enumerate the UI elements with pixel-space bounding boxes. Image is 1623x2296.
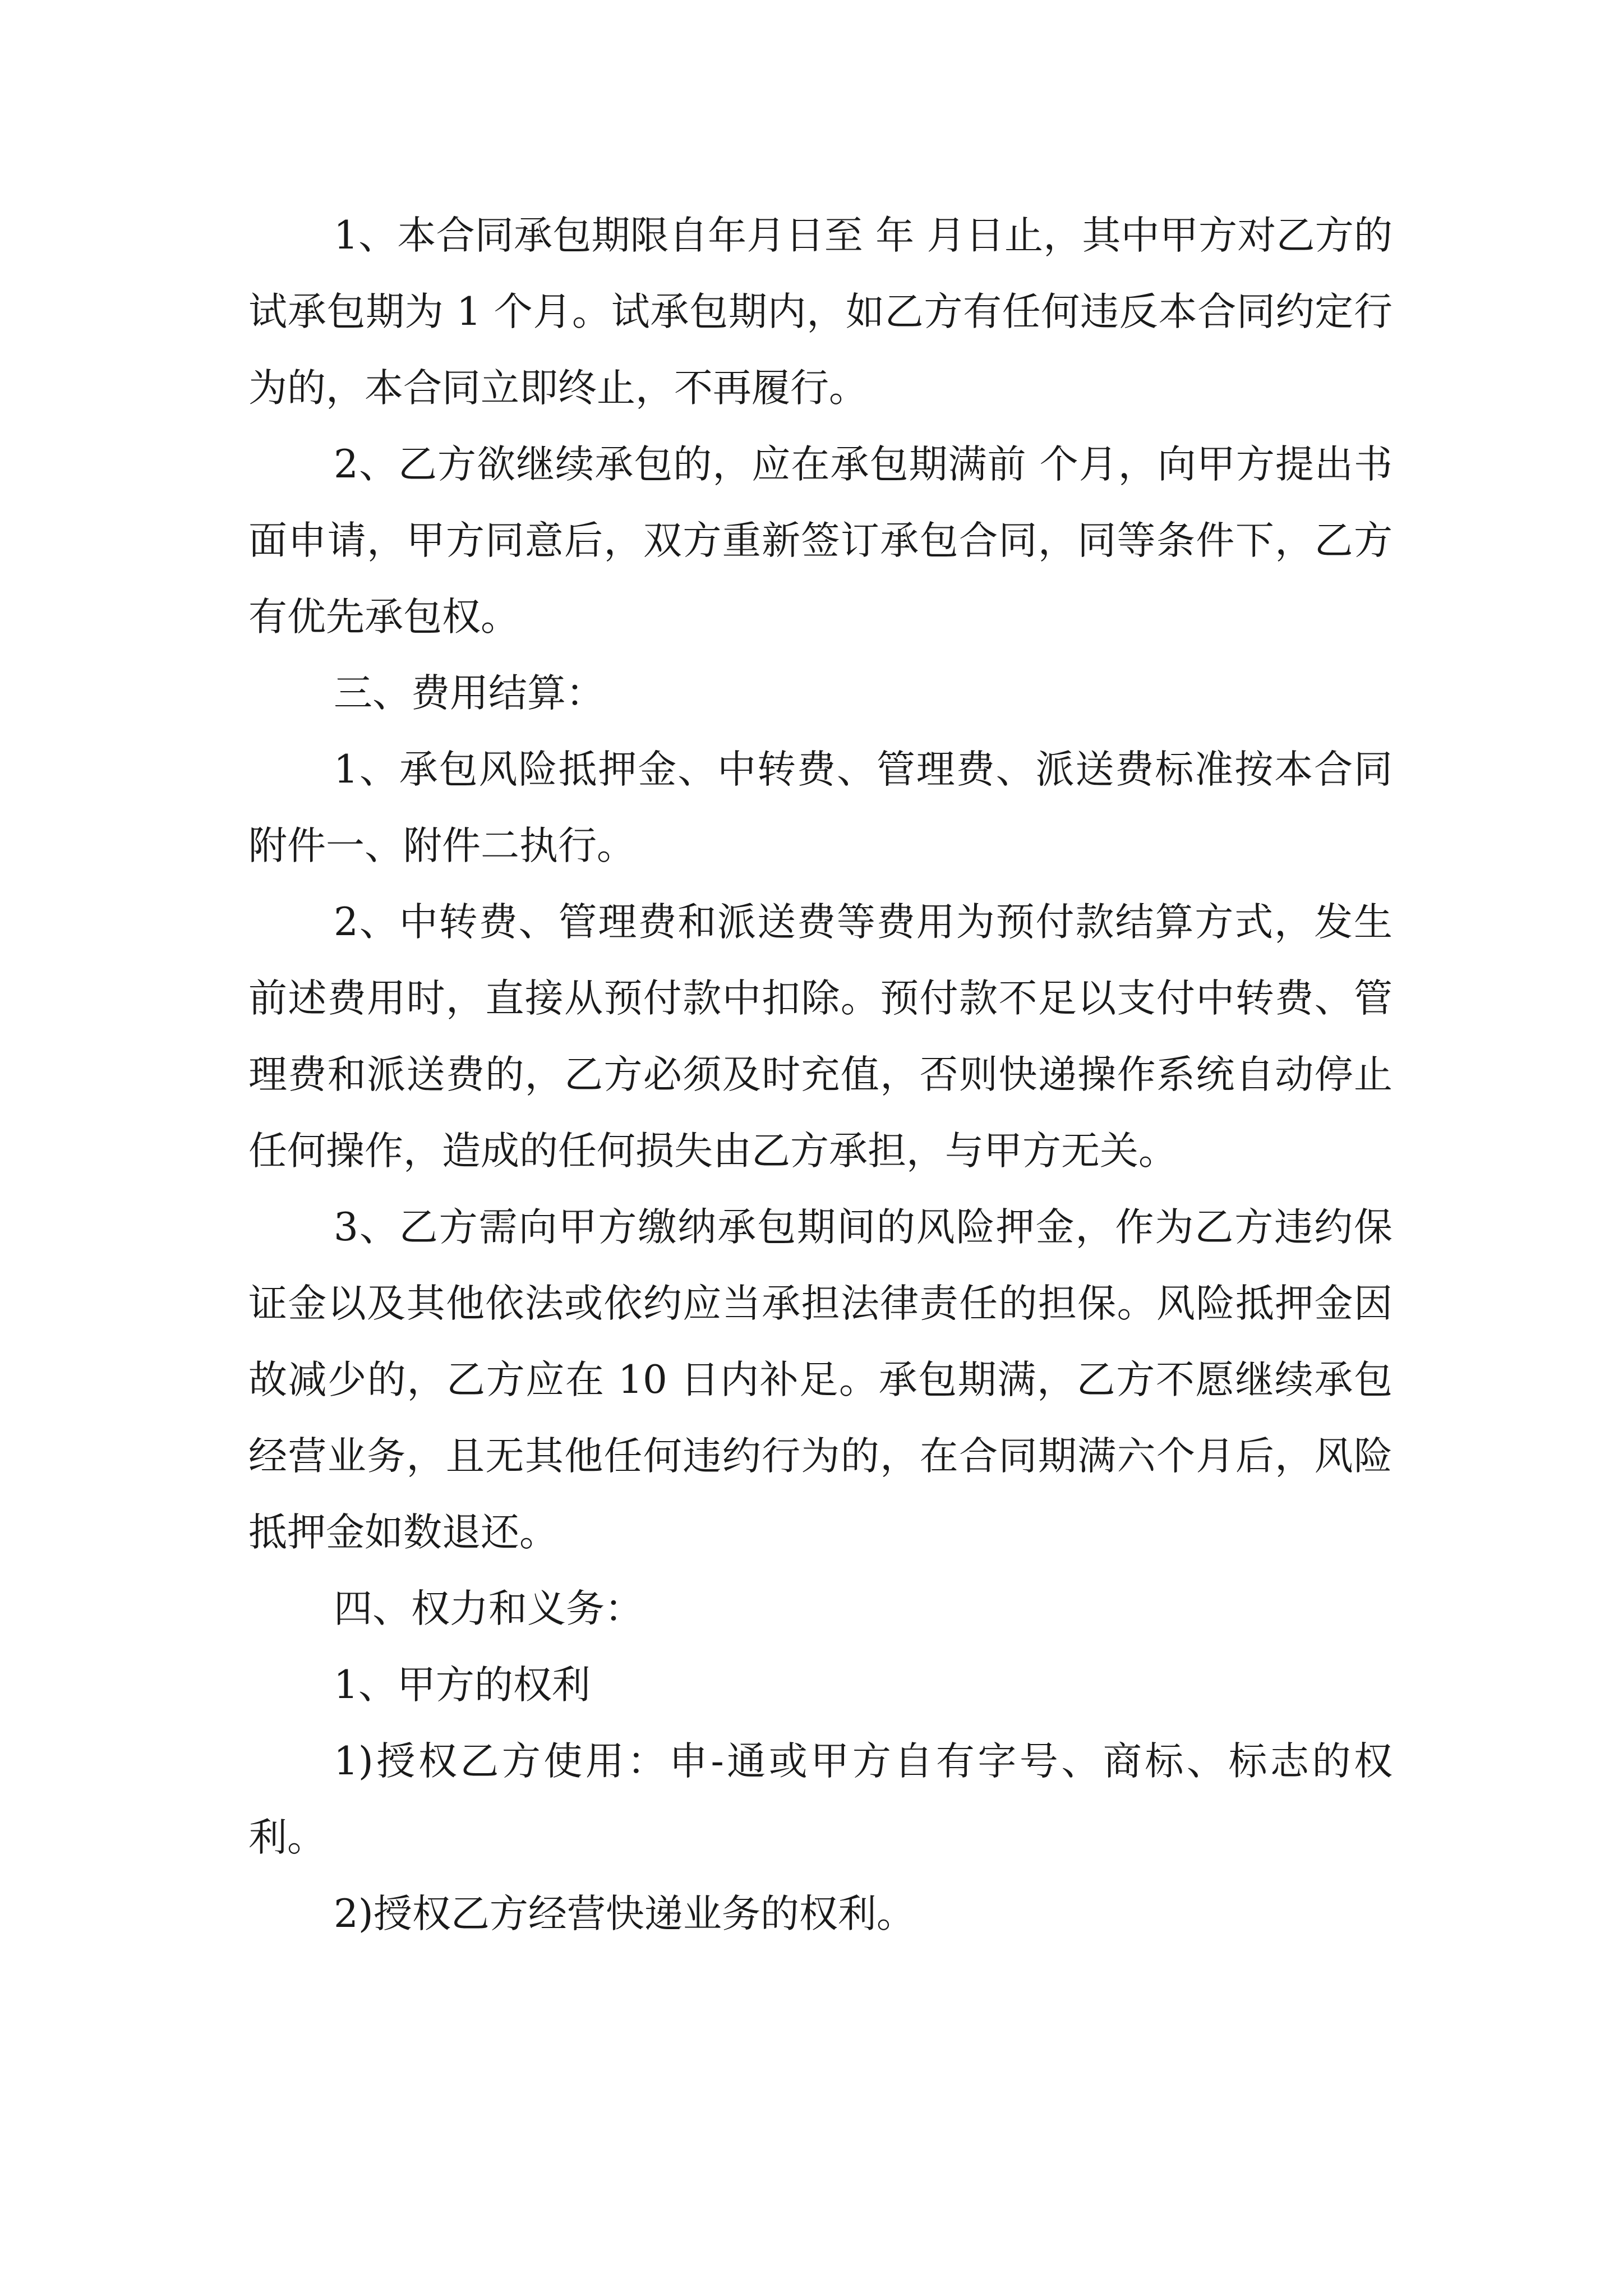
subheading-party-a-rights: 1、甲方的权利 [334,1663,591,1708]
item-trademark-authorization: 1)授权乙方使用：申-通或甲方自有字号、商标、标志的权利。 [248,1739,1393,1860]
document-body [248,197,1393,1952]
clause-renewal: 2、乙方欲继续承包的，应在承包期满前 个月，向甲方提出书面申请，甲方同意后，双方重新签订承包合同，同等条件下，乙方有优先承包权。 [248,442,1393,639]
clause-fee-standard: 1、承包风险抵押金、中转费、管理费、派送费标准按本合同附件一、附件二执行。 [248,747,1393,868]
section-heading-rights-obligations: 四、权力和义务： [334,1586,643,1631]
clause-risk-deposit: 3、乙方需向甲方缴纳承包期间的风险押金，作为乙方违约保证金以及其他依法或依约应当承担法律责任的担保。风险抵押金因故减少的，乙方应在 10 日内补足。承包期满，乙方不愿继续承包经营业务，且无其他任何违约行为的，在合同期满六个月后，风险抵押金如数退还。 [248,1205,1393,1555]
clause-term-period: 1、本合同承包期限自年月日至 年 月日止，其中甲方对乙方的试承包期为 1 个月。试承包期内，如乙方有任何违反本合同约定行为的，本合同立即终止，不再履行。 [248,213,1393,411]
item-business-authorization: 2)授权乙方经营快递业务的权利。 [334,1892,915,1936]
clause-prepayment: 2、中转费、管理费和派送费等费用为预付款结算方式，发生前述费用时，直接从预付款中扣除。预付款不足以支付中转费、管理费和派送费的，乙方必须及时充值，否则快递操作系统自动停止任何操作，造成的任何损失由乙方承担，与甲方无关。 [248,900,1393,1174]
section-heading-fee-settlement: 三、费用结算： [334,671,605,716]
